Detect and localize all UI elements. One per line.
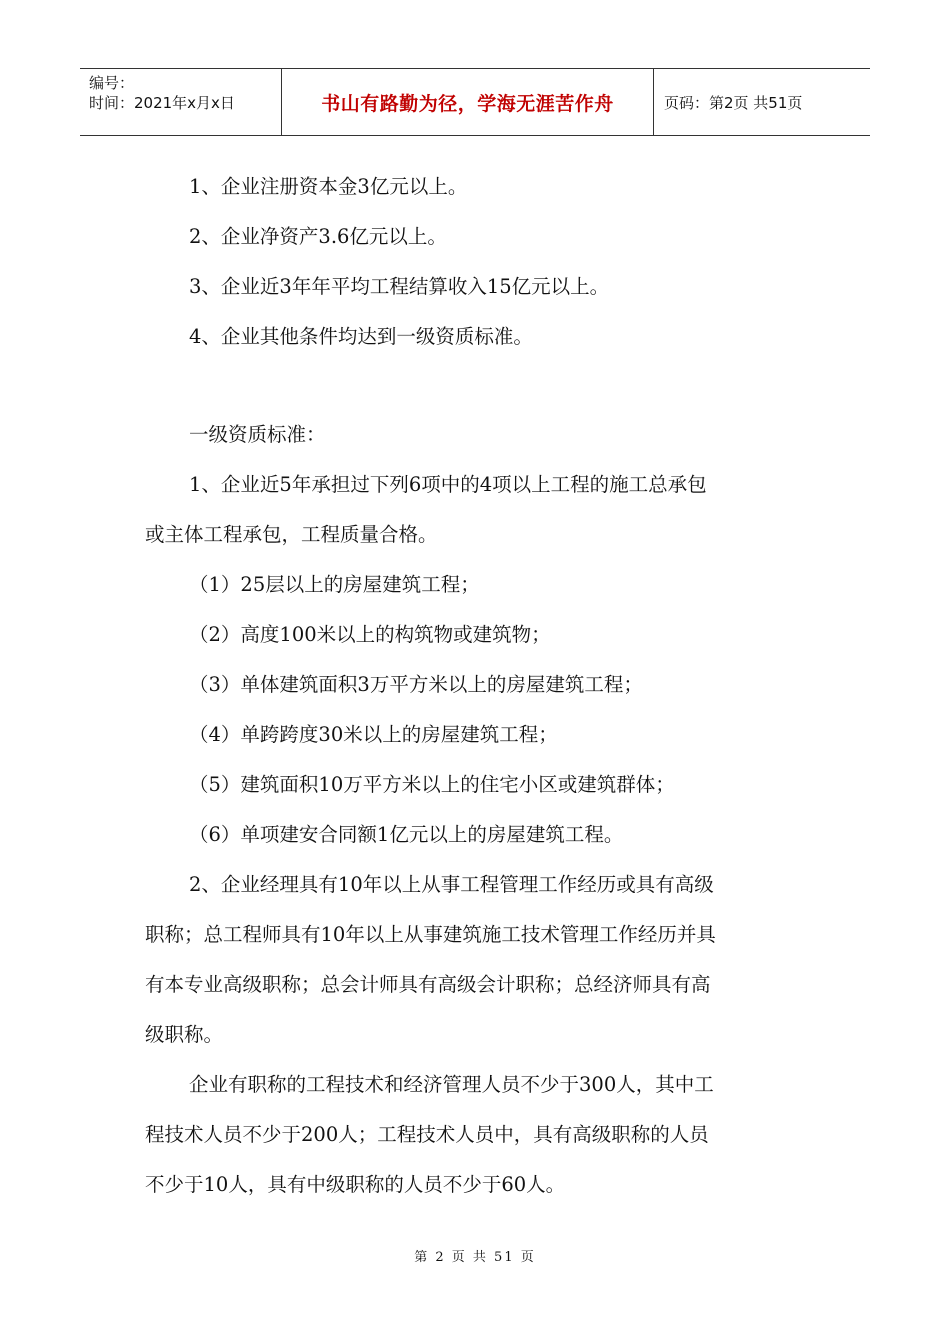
item1-line: 1、企业近5年承担过下列6项中的4项以上工程的施工总承包 [189, 473, 707, 496]
condition-item: 2、企业净资产3.6亿元以上。 [189, 225, 447, 248]
header-motto: 书山有路勤为径，学海无涯苦作舟 [282, 69, 654, 135]
staff-line: 不少于10人，具有中级职称的人员不少于60人。 [145, 1173, 566, 1196]
condition-item: 1、企业注册资本金3亿元以上。 [189, 175, 468, 198]
staff-line: 企业有职称的工程技术和经济管理人员不少于300人，其中工 [189, 1073, 714, 1096]
header-page-info: 页码：第2页 共51页 [664, 93, 803, 112]
item2-line: 有本专业高级职称；总会计师具有高级会计职称；总经济师具有高 [145, 973, 711, 996]
item2-line: 职称；总工程师具有10年以上从事建筑施工技术管理工作经历并具 [145, 923, 716, 946]
item2-line: 级职称。 [145, 1023, 224, 1046]
paragraph-gap [145, 362, 807, 410]
item1-line: 或主体工程承包，工程质量合格。 [145, 523, 438, 546]
sub-item: （1）25层以上的房屋建筑工程； [189, 573, 480, 596]
page-footer: 第 2 页 共 51 页 [414, 1250, 536, 1265]
page-header [80, 68, 870, 136]
sub-item: （4）单跨跨度30米以上的房屋建筑工程； [189, 723, 558, 746]
document-date: 时间：2021年x月x日 [89, 94, 235, 112]
sub-item: （6）单项建安合同额1亿元以上的房屋建筑工程。 [189, 823, 624, 846]
condition-item: 3、企业近3年年平均工程结算收入15亿元以上。 [189, 275, 610, 298]
staff-line: 程技术人员不少于200人；工程技术人员中，具有高级职称的人员 [145, 1123, 709, 1146]
document-number-label: 编号： [89, 74, 135, 92]
header-meta [80, 69, 282, 135]
item2-line: 2、企业经理具有10年以上从事工程管理工作经历或具有高级 [189, 873, 714, 896]
document-body [145, 162, 807, 1210]
section-title: 一级资质标准： [189, 423, 326, 446]
sub-item: （5）建筑面积10万平方米以上的住宅小区或建筑群体； [189, 773, 675, 796]
sub-item: （3）单体建筑面积3万平方米以上的房屋建筑工程； [189, 673, 643, 696]
sub-item: （2）高度100米以上的构筑物或建筑物； [189, 623, 551, 646]
condition-item: 4、企业其他条件均达到一级资质标准。 [189, 325, 533, 348]
